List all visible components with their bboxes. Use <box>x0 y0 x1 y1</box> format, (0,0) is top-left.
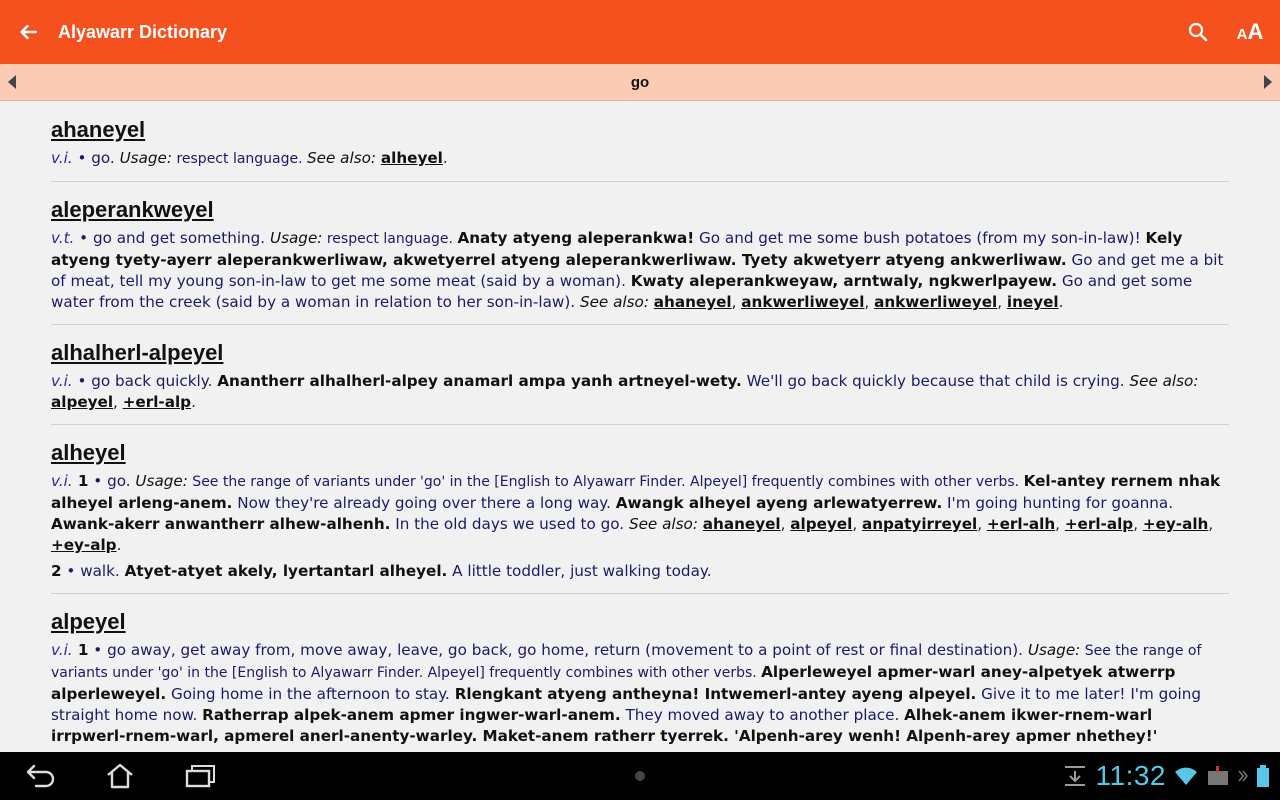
back-button[interactable] <box>0 0 56 64</box>
translation: Now they're already going over there a long way. <box>232 494 616 512</box>
search-icon <box>1187 21 1209 43</box>
see-also-link[interactable]: ahaneyel <box>653 293 732 311</box>
entry <box>51 102 1229 182</box>
example: Rlengkant atyeng antheyna! Intwemerl-antey ayeng alpeyel. <box>454 685 977 703</box>
see-also-link[interactable]: ankwerliweyel <box>874 293 998 311</box>
part-of-speech: v.i. <box>51 372 73 390</box>
translation: Go and get some water from the creek (said by a woman in relation to her son-in-law). <box>51 272 1193 311</box>
sense-number: 2 <box>51 562 62 580</box>
nav-back-button[interactable] <box>0 752 80 800</box>
see-also-link[interactable]: alheyel <box>380 149 443 167</box>
entry <box>51 594 1229 752</box>
headword[interactable]: alpeyel <box>51 609 126 634</box>
example: Anaty atyeng aleperankwa! <box>457 229 695 247</box>
definition: v.t. • go and get something. Usage: respect language. Anaty atyeng aleperankwa! Go and get me some bush potatoes (from my son-in-law)! Kely atyeng tyety-ayerr aleperankwerliwaw, akwetyerrel atyeng aleperankwerliwaw. Tyety akwetyerr atyeng ankwerliwaw. Go and get me a bit of meat, tell my young son-in-law to get me some meat (said by a woman). Kwaty aleperankweyaw, arntwaly, ngkwerlpayew. Go and get some water from the creek (said by a woman in relation to her son-in-law). See also: ahaneyel, ankwerliweyel, ankwerliweyel, ineyel. <box>51 229 1224 311</box>
keyboard-icon <box>1206 765 1230 787</box>
arrow-left-icon <box>18 22 38 42</box>
app-title: Alyawarr Dictionary <box>58 21 228 42</box>
definition: v.i. • go. Usage: respect language. See also: alheyel. <box>51 149 448 167</box>
example: Awangk alheyel ayeng arlewatyerrew. <box>615 494 943 512</box>
example: Kwaty aleperankweyaw, arntwaly, ngkwerlpayew. <box>630 272 1057 290</box>
nav-home-icon <box>105 762 135 790</box>
part-of-speech: v.t. <box>51 229 75 247</box>
definition <box>51 640 1229 747</box>
usage-text: See the range of variants under 'go' in the [English to Alyawarr Finder. Alpeyel] frequently combines with other verbs. <box>187 474 1024 490</box>
sense-2 <box>51 561 1229 582</box>
translation: Go and get me some bush potatoes (from my son-in-law)! <box>694 229 1146 247</box>
nav-recents-icon <box>184 764 216 788</box>
translation: We'll go back quickly because that child is crying. <box>741 372 1130 390</box>
example: Anantherr alhalherl-alpey anamarl ampa yanh artneyel-wety. <box>217 372 742 390</box>
example: Alperleweyel apmer-warl aney-alpetyek atwerrp alperleweyel. <box>51 663 1176 703</box>
part-of-speech: v.i. <box>51 641 73 659</box>
translation: Give it to me later! I'm going straight home now. <box>51 685 1202 724</box>
see-also-label: See also: <box>628 515 698 533</box>
example: Alhek-anem ikwer-rnem-warl irrpwerl-rnem-warl, apmerel anerl-anenty-warley. Maket-anem ratherr tyerrek. 'Alpenh-arey wenh! Alpenh-arey apmer nhethey!' <box>51 706 1158 745</box>
current-word: go <box>630 73 650 91</box>
see-also-link[interactable]: +erl-alp <box>1064 515 1134 533</box>
usage-label: Usage: <box>119 149 172 167</box>
translation: I'm going hunting for goanna. <box>942 494 1174 512</box>
entry <box>51 425 1229 594</box>
download-icon <box>1062 763 1088 789</box>
see-also-link[interactable]: alpeyel <box>790 515 853 533</box>
headword[interactable]: ahaneyel <box>51 117 146 142</box>
nav-home-button[interactable] <box>80 752 160 800</box>
definition: v.i. 1 • go. Usage: See the range of variants under 'go' in the [English to Alyawarr Finder. Alpeyel] frequently combines with other verbs. Kel-antey rernem nhak alheyel arleng-anem. Now they're already going over there a long way. Awangk alheyel ayeng arlewatyerrew. I'm going hunting for goanna. Awank-akerr anwantherr alhew-alhenh. In the old days we used to go. See also: ahaneyel, alpeyel, anpatyirreyel, +erl-alh, +erl-alp, +ey-alh, +ey-alp. 2 • walk. Atyet-atyet akely, lyertantarl alheyel. A little toddler, just walking today. <box>51 471 1229 582</box>
example: Kely atyeng tyety-ayerr aleperankwerliwaw, akwetyerrel atyeng aleperankwerliwaw. Tyety akwetyerr atyeng ankwerliwaw. <box>51 229 1183 269</box>
usage-text: respect language. <box>322 231 458 247</box>
usage-text: See the range of variants under 'go' in the [English to Alyawarr Finder. Alpeyel] frequently combines with other verbs. <box>51 643 1202 681</box>
see-also-label: See also: <box>579 293 649 311</box>
previous-word-button[interactable] <box>0 64 24 101</box>
usage-text: respect language. <box>172 151 308 167</box>
entry <box>51 182 1229 325</box>
wifi-icon <box>1174 766 1198 786</box>
gloss: • go and get something. <box>74 229 270 247</box>
entry <box>51 325 1229 425</box>
sense-number: 1 <box>72 641 89 659</box>
app-bar <box>0 0 1280 64</box>
see-also-link[interactable]: alpeyel <box>51 393 114 411</box>
see-also-link[interactable]: +erl-alh <box>986 515 1056 533</box>
headword[interactable]: aleperankweyel <box>51 197 214 222</box>
translation: Go and get me a bit of meat, tell my young son-in-law to get me some meat (said by a woman). <box>51 251 1224 290</box>
nav-recents-button[interactable] <box>160 752 240 800</box>
chevron-right-icon <box>1238 769 1248 783</box>
gloss: • go away, get away from, move away, leave, go back, go home, return (movement to a point of rest or final destination). <box>88 641 1028 659</box>
nav-center-dot <box>635 771 645 781</box>
triangle-left-icon <box>7 74 17 90</box>
gloss: • go. <box>88 472 136 490</box>
headword[interactable]: alhalherl-alpeyel <box>51 340 224 365</box>
search-button[interactable] <box>1172 0 1224 64</box>
part-of-speech: v.i. <box>51 472 73 490</box>
font-size-button[interactable] <box>1224 0 1276 64</box>
example: Kel-antey rernem nhak alheyel arleng-anem. <box>51 472 1221 512</box>
font-large-glyph: A <box>1247 19 1264 44</box>
see-also-link[interactable]: +ey-alh <box>1142 515 1209 533</box>
see-also-link[interactable]: anpatyirreyel <box>861 515 978 533</box>
example: Awank-akerr anwantherr alhew-alhenh. <box>51 515 391 533</box>
see-also-label: See also: <box>307 149 377 167</box>
see-also-link[interactable]: ineyel <box>1006 293 1059 311</box>
translation: A little toddler, just walking today. <box>447 562 712 580</box>
nav-back-icon <box>24 763 56 789</box>
gloss: • walk. <box>61 562 125 580</box>
example: Atyet-atyet akely, lyertantarl alheyel. <box>124 562 448 580</box>
see-also-link[interactable]: +ey-alp <box>51 536 117 554</box>
headword[interactable]: alheyel <box>51 440 126 465</box>
font-small-glyph: A <box>1236 26 1248 43</box>
gloss: • go back quickly. <box>72 372 218 390</box>
definition: v.i. • go back quickly. Anantherr alhalherl-alpey anamarl ampa yanh artneyel-wety. We'll go back quickly because that child is crying. See also: alpeyel, +erl-alp. <box>51 372 1199 411</box>
clock: 11:32 <box>1095 760 1166 791</box>
status-area[interactable] <box>1062 752 1280 800</box>
gloss: • go. <box>72 149 120 167</box>
translation: In the old days we used to go. <box>390 515 629 533</box>
usage-label: Usage: <box>269 229 323 247</box>
see-also-link[interactable]: ankwerliweyel <box>741 293 865 311</box>
example: Ratherrap alpek-anem apmer ingwer-warl-anem. <box>202 706 621 724</box>
translation: Going home in the afternoon to stay. <box>166 685 455 703</box>
see-also-label: See also: <box>1129 372 1199 390</box>
usage-label: Usage: <box>1027 641 1081 659</box>
battery-icon <box>1256 764 1270 788</box>
triangle-right-icon <box>1263 74 1273 90</box>
part-of-speech: v.i. <box>51 149 73 167</box>
next-word-button[interactable] <box>1256 64 1280 101</box>
see-also-link[interactable]: ahaneyel <box>702 515 781 533</box>
translation: They moved away to another place. <box>620 706 905 724</box>
see-also-link[interactable]: +erl-alp <box>122 393 192 411</box>
word-nav-bar <box>0 64 1280 101</box>
sense-number: 1 <box>72 472 89 490</box>
dictionary-content[interactable] <box>51 102 1229 752</box>
usage-label: Usage: <box>135 472 188 490</box>
font-size-icon <box>1237 19 1264 45</box>
